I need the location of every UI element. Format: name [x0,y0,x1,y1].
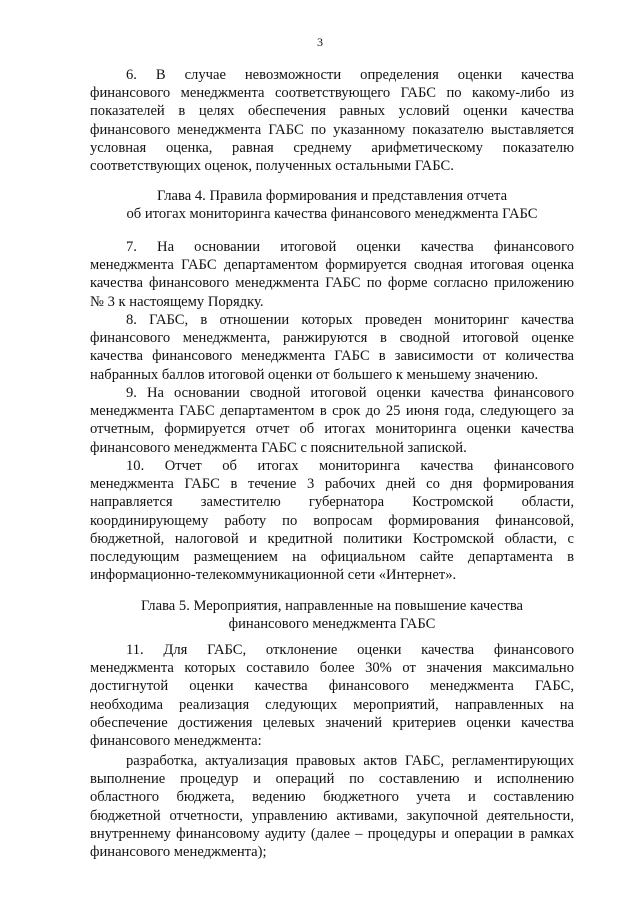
heading-line: об итогах мониторинга качества финансового менеджмента ГАБС [126,206,538,223]
text-line: необходима реализация следующих мероприятий, направленных на [90,696,574,713]
text-line: разработка, актуализация правовых актов ГАБС, регламентирующих [126,753,574,769]
text-line: менеджмента ГАБС в течение 3 рабочих дней со дня формирования [90,476,574,493]
heading-line: Глава 5. Мероприятия, направленные на повышение качества [140,598,524,614]
text-line: финансового менеджмента, ранжируются в сводной итоговой оценке [90,330,574,347]
paragraph-7 [90,238,574,311]
heading-line: Глава 4. Правила формирования и представления отчета [156,188,508,204]
text-line: набранных баллов итоговой оценки от большего к меньшему значению. [90,366,539,383]
text-line: координирующему работу по вопросам формирования финансовой, [90,512,574,529]
text-line: 8. ГАБС, в отношении которых проведен мониторинг качества [126,312,574,328]
text-line: менеджмента ГАБС департаментом в срок до 25 июня года, следующего за [90,403,574,420]
text-line: 7. На основании итоговой оценки качества финансового [126,239,574,255]
paragraph-6 [90,66,574,175]
text-line: качества финансового менеджмента ГАБС в зависимости от количества [90,348,574,365]
chapter-4-heading [90,187,574,224]
text-line: финансового менеджмента соответствующего ГАБС по какому-либо из [90,85,574,102]
paragraph-11 [90,641,574,750]
text-line: выполнение процедур и операций по составлению и исполнению [90,771,574,788]
text-line: условная оценка, равная среднему арифметическому показателю [90,139,574,156]
text-line: бюджетной, налоговой и кредитной политики Костромской области, с [90,530,574,547]
text-line: 9. На основании сводной итоговой оценки качества финансового [126,385,574,401]
list-item [90,752,574,861]
text-line: показателей в целях обеспечения равных условий оценки качества [90,103,574,120]
text-line: отчетным, формируется отчет об итогах мониторинга оценки качества [90,421,574,438]
text-line: качества финансового менеджмента ГАБС по форме согласно приложению [90,275,574,292]
chapter-5-heading [90,597,574,634]
text-line: бюджетной отчетности, управлению активами, закупочной деятельности, [90,807,574,824]
text-line: соответствующих оценок, полученных остальными ГАБС. [90,158,454,175]
text-line: обеспечение достижения целевых значений критериев оценки качества [90,714,574,731]
paragraph-9 [90,384,574,457]
text-line: 11. Для ГАБС, отклонение оценки качества финансового [126,642,574,658]
text-line: финансового менеджмента ГАБС с пояснительной запиской. [90,439,467,456]
text-line: последующим размещением на официальном сайте департамента в [90,549,574,566]
text-line: направляется заместителю губернатора Костромской области, [90,494,574,511]
text-line: № 3 к настоящему Порядку. [90,293,264,310]
text-line: 6. В случае невозможности определения оценки качества [126,67,574,83]
text-line: достигнутой оценки качества финансового менеджмента ГАБС, [90,678,574,695]
text-line: менеджмента которых составило более 30% от значения максимально [90,660,574,677]
text-line: 10. Отчет об итогах мониторинга качества финансового [126,458,574,474]
page-number: 3 [317,35,323,49]
text-line: менеджмента ГАБС департаментом формируется сводная итоговая оценка [90,257,574,274]
text-line: финансового менеджмента ГАБС по указанному показателю выставляется [90,121,574,138]
text-line: областного бюджета, ведению бюджетного учета и составлению [90,789,574,806]
text-line: финансового менеджмента); [90,844,267,861]
text-line: информационно-телекоммуникационной сети «Интернет». [90,567,457,584]
paragraph-10 [90,457,574,584]
text-line: внутреннему финансовому аудиту (далее – процедуры и операции в рамках [90,825,574,842]
text-line: финансового менеджмента: [90,733,262,750]
heading-line: финансового менеджмента ГАБС [228,616,436,633]
paragraph-8 [90,311,574,384]
